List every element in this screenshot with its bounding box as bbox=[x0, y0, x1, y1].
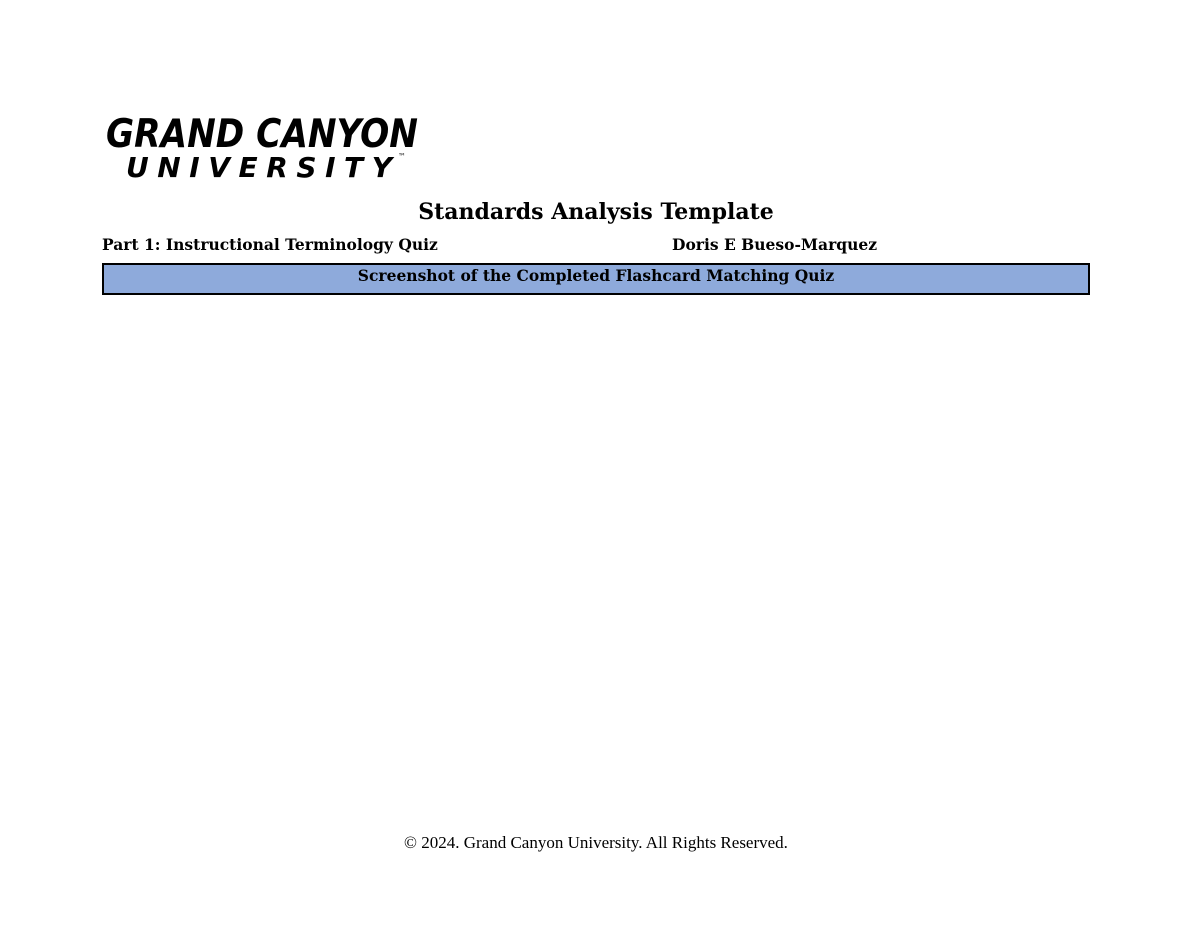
copyright-footer: © 2024. Grand Canyon University. All Rights Reserved. bbox=[404, 833, 788, 852]
section-header: Screenshot of the Completed Flashcard Matching Quiz bbox=[102, 263, 1090, 295]
logo-line1: GRAND CANYON bbox=[106, 113, 418, 157]
university-logo bbox=[106, 113, 422, 181]
document-title: Standards Analysis Template bbox=[418, 199, 774, 225]
part-label: Part 1: Instructional Terminology Quiz bbox=[102, 235, 438, 254]
logo-trademark: ™ bbox=[398, 152, 406, 161]
logo-line2: UNIVERSITY bbox=[126, 151, 392, 181]
screenshot-area bbox=[102, 295, 1090, 815]
author-name: Doris E Bueso-Marquez bbox=[672, 235, 878, 254]
